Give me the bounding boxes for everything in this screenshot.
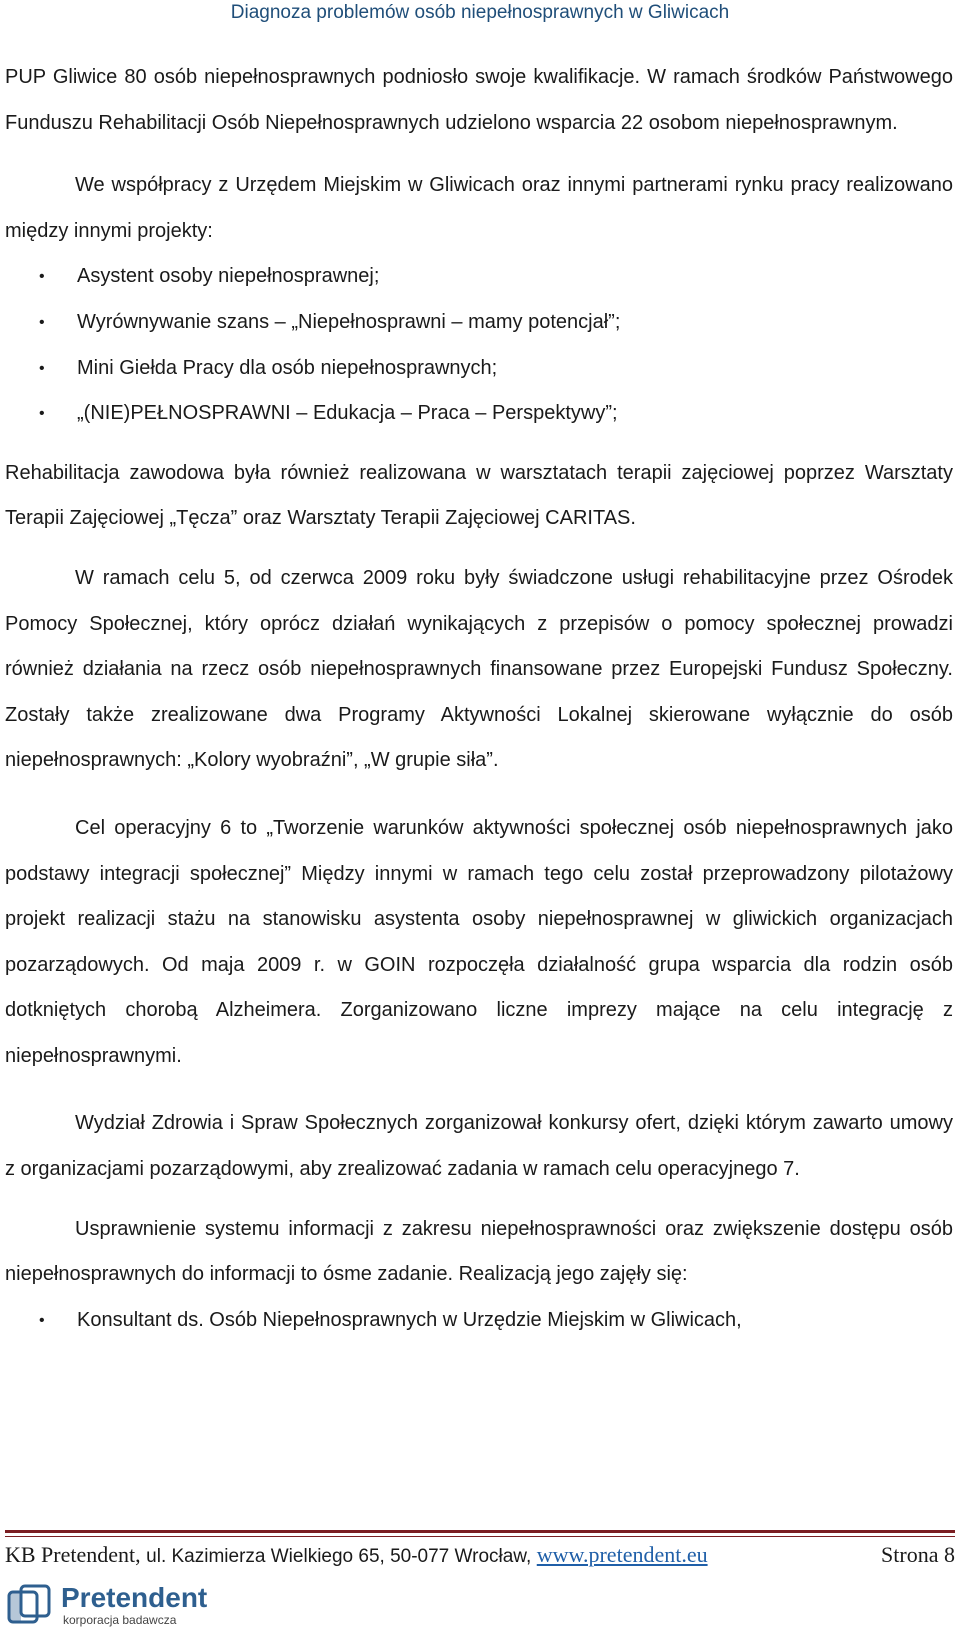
- list-item: • Asystent osoby niepełnosprawnej;: [5, 254, 953, 300]
- page-number: Strona 8: [881, 1542, 955, 1567]
- running-header: Diagnoza problemów osób niepełnosprawnych w Gliwicach: [230, 2, 730, 23]
- logo-icon: [5, 1582, 53, 1630]
- logo-subtitle: korporacja badawcza: [63, 1613, 177, 1627]
- footer-divider: [5, 1536, 955, 1537]
- paragraph: We współpracy z Urzędem Miejskim w Gliwicach oraz innymi partnerami rynku pracy realizowano między innymi projekty:: [5, 174, 953, 242]
- list-item: • „(NIE)PEŁNOSPRAWNI – Edukacja – Praca – Perspektywy”;: [5, 391, 953, 437]
- paragraph: Usprawnienie systemu informacji z zakresu niepełnosprawności oraz zwiększenie dostępu osób niepełnosprawnych do informacji to ósme zadanie. Realizacją jego zajęły się:: [5, 1217, 953, 1286]
- document-body: [5, 55, 953, 1343]
- footer-company: KB Pretendent,: [5, 1542, 141, 1567]
- paragraph: Cel operacyjny 6 to „Tworzenie warunków aktywności społecznej osób niepełnosprawnych jako podstawy integracji społecznej” Między innymi w ramach tego celu został przeprowadzony pilotażowy projekt realizacji stażu na stanowisku asystenta osoby niepełnosprawnej w gliwickich organizacjach pozarządowych. Od maja 2009 r. w GOIN rozpoczęła działalność grupa wsparcia dla rodzin osób dotkniętych chorobą Alzheimera. Zorganizowano liczne imprezy mające na celu integrację z niepełnosprawnymi.: [5, 816, 953, 1067]
- company-logo: [5, 1582, 265, 1630]
- bullet-icon: •: [39, 1311, 45, 1329]
- paragraph: Wydział Zdrowia i Spraw Społecznych zorganizował konkursy ofert, dzięki którym zawarto umowy z organizacjami pozarządowymi, aby zrealizować zadania w ramach celu operacyjnego 7.: [5, 1112, 953, 1181]
- bullet-icon: •: [39, 268, 45, 286]
- footer-address: ul. Kazimierza Wielkiego 65, 50-077 Wrocław,: [146, 1546, 532, 1567]
- paragraph: W ramach celu 5, od czerwca 2009 roku były świadczone usługi rehabilitacyjne przez Ośrodek Pomocy Społecznej, który oprócz działań wynikających z przepisów o pomocy społecznej prowadzi również działania na rzecz osób niepełnosprawnych finansowane przez Europejski Fundusz Społeczny. Zostały także zrealizowane dwa Programy Aktywności Lokalnej skierowane wyłącznie do osób niepełnosprawnych: „Kolory wyobraźni”, „W grupie siła”.: [5, 566, 953, 772]
- footer-divider: [5, 1530, 955, 1533]
- footer-link[interactable]: www.pretendent.eu: [536, 1542, 708, 1567]
- list-item: • Wyrównywanie szans – „Niepełnosprawni – mamy potencjał”;: [5, 300, 953, 346]
- paragraph: Rehabilitacja zawodowa była również realizowana w warsztatach terapii zajęciowej poprzez Warsztaty Terapii Zajęciowej „Tęcza” oraz Warsztaty Terapii Zajęciowej CARITAS.: [5, 461, 953, 530]
- footer-line: [5, 1542, 955, 1574]
- bullet-icon: •: [39, 313, 45, 331]
- bullet-icon: •: [39, 359, 45, 377]
- bullet-list: [5, 1298, 953, 1344]
- bullet-list: [5, 254, 953, 436]
- bullet-icon: •: [39, 405, 45, 423]
- list-item: • Mini Giełda Pracy dla osób niepełnosprawnych;: [5, 346, 953, 392]
- logo-name: Pretendent: [61, 1582, 208, 1613]
- paragraph: PUP Gliwice 80 osób niepełnosprawnych podniosło swoje kwalifikacje. W ramach środków Państwowego Funduszu Rehabilitacji Osób Niepełnosprawnych udzielono wsparcia 22 osobom niepełnosprawnym.: [5, 66, 953, 134]
- list-item: • Konsultant ds. Osób Niepełnosprawnych w Urzędzie Miejskim w Gliwicach,: [5, 1298, 953, 1344]
